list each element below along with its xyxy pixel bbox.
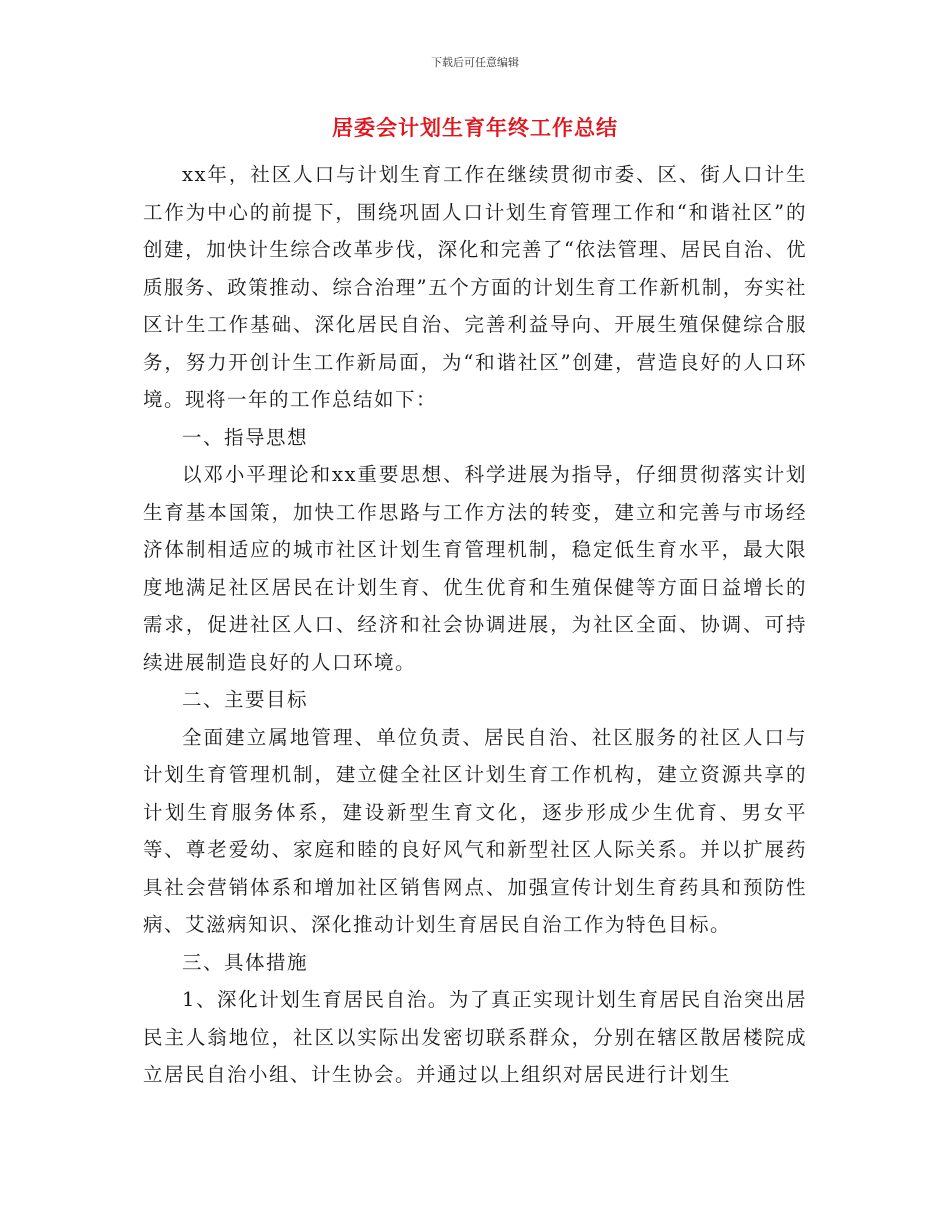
section-heading-guiding-thought: 一、指导思想 (182, 425, 309, 449)
document-title: 居委会计划生育年终工作总结 (332, 116, 618, 140)
paragraph-main-goals: 全面建立属地管理、单位负责、居民自治、社区服务的社区人口与计划生育管理机制，建立健全社区计划生育工作机构，建立资源共享的计划生育服务体系，建设新型生育文化，逐步形成少生优育、男女平等、尊老爱幼、家庭和睦的良好风气和新型社区人际关系。并以扩展药具社会营销体系和增加社区销售网点、加强宣传计划生育药具和预防性病、艾滋病知识、深化推动计划生育居民自治工作为特色目标。 (143, 725, 807, 936)
document-body (143, 156, 807, 1094)
paragraph-intro: xx年，社区人口与计划生育工作在继续贯彻市委、区、街人口计生工作为中心的前提下，围绕巩固人口计划生育管理工作和“和谐社区”的创建，加快计生综合改革步伐，深化和完善了“依法管理、居民自治、优质服务、政策推动、综合治理”五个方面的计划生育工作新机制，夯实社区计生工作基础、深化居民自治、完善利益导向、开展生殖保健综合服务，努力开创计生工作新局面，为“和谐社区”创建，营造良好的人口环境。现将一年的工作总结如下： (143, 163, 807, 411)
paragraph-guiding-thought: 以邓小平理论和xx重要思想、科学进展为指导，仔细贯彻落实计划生育基本国策，加快工作思路与工作方法的转变，建立和完善与市场经济体制相适应的城市社区计划生育管理机制，稳定低生育水平，最大限度地满足社区居民在计划生育、优生优育和生殖保健等方面日益增长的需求，促进社区人口、经济和社会协调进展，为社区全面、协调、可持续进展制造良好的人口环境。 (143, 463, 807, 674)
header-note: 下载后可任意编辑 (431, 56, 519, 69)
section-heading-measures: 三、具体措施 (182, 950, 309, 974)
paragraph-measure-1: 1、深化计划生育居民自治。为了真正实现计划生育居民自治突出居民主人翁地位，社区以实际出发密切联系群众，分别在辖区散居楼院成立居民自治小组、计生协会。并通过以上组织对居民进行计划生 (143, 988, 807, 1086)
section-heading-main-goals: 二、主要目标 (182, 688, 309, 711)
